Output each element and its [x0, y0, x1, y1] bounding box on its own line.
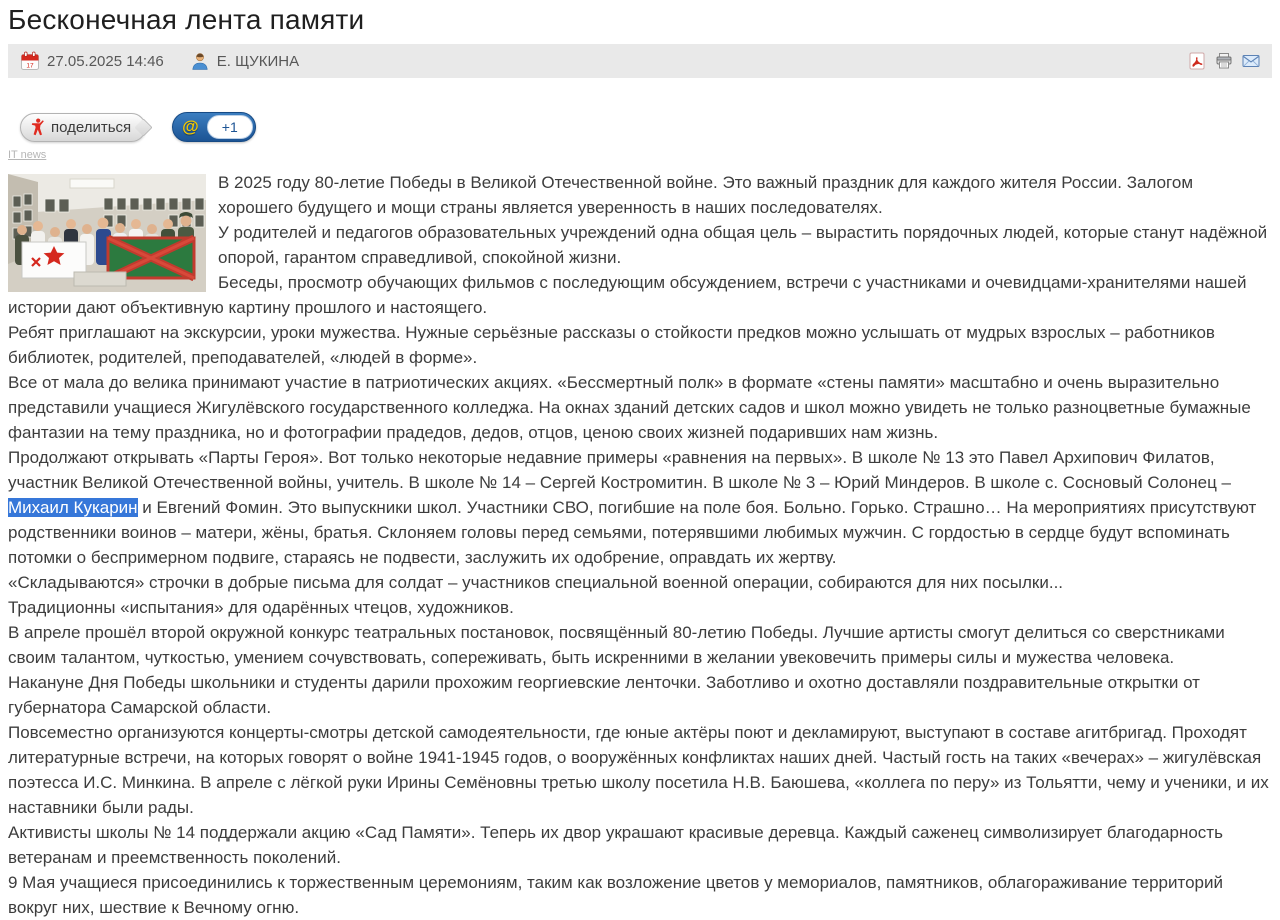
article-paragraph: «Складываются» строчки в добрые письма для солдат – участников специальной военной операции, собираются для них посылки... [8, 573, 1064, 592]
share-button[interactable] [20, 113, 146, 142]
article-paragraph: Традиционны «испытания» для одарённых чтецов, художников. [8, 598, 514, 617]
share-button-label: поделиться [51, 118, 132, 136]
calendar-icon [20, 51, 40, 71]
article-photo [8, 174, 206, 292]
pdf-icon[interactable] [1188, 52, 1206, 70]
article-paragraph: Ребят приглашают на экскурсии, уроки мужества. Нужные серьёзные рассказы о стойкости предков можно услышать от мудрых взрослых – работников библиотек, родителей, преподавателей, «людей в форме». [8, 323, 1215, 367]
meta-bar [8, 44, 1272, 78]
article-body [8, 170, 1272, 920]
heroes-text-after: и Евгений Фомин. Это выпускники школ. Участники СВО, погибшие на поле боя. Больно. Горько. Страшно… На мероприятиях присутствуют родственники воинов – матери, жёны, братья. Склоняем головы перед семьями, потерявшими любимых мужчин. С гордостью в сердце будут вспоминать потомки о беспримерном подвиге, стараясь не подвести, заслужить их одобрение, оправдать их жертву. [8, 498, 1257, 567]
person-icon [190, 51, 210, 71]
source-link[interactable]: IT news [8, 149, 47, 161]
article-paragraph-heroes [8, 445, 1272, 570]
mailru-share-button[interactable] [172, 112, 256, 142]
article-paragraph: Накануне Дня Победы школьники и студенты дарили прохожим георгиевские ленточки. Заботливо и охотно доставляли поздравительные открытки от губернатора Самарской области. [8, 673, 1200, 717]
email-icon[interactable] [1242, 52, 1260, 70]
svg-text:17: 17 [26, 62, 34, 70]
print-icon[interactable] [1215, 52, 1233, 70]
article-paragraph: Активисты школы № 14 поддержали акцию «Сад Памяти». Теперь их двор украшают красивые деревца. Каждый саженец символизирует благодарность ветеранам и преемственность поколений. [8, 823, 1223, 867]
heroes-text-before: Продолжают открывать «Парты Героя». Вот только некоторые недавние примеры «равнения на первых». В школе № 13 это Павел Архипович Филатов, участник Великой Отечественной войны, учитель. В школе № 14 – Сергей Костромитин. В школе № 3 – Юрий Миндеров. В школе с. Сосновый Солонец – [8, 448, 1232, 492]
article-paragraph: Беседы, просмотр обучающих фильмов с последующим обсуждением, встречи с участниками и очевидцами-хранителями нашей истории дают объективную картину прошлого и настоящего. [8, 273, 1247, 317]
share-row [20, 112, 1272, 142]
at-icon: @ [182, 117, 199, 136]
page-title: Бесконечная лента памяти [8, 4, 365, 35]
article-paragraph: В 2025 году 80-летие Победы в Великой Отечественной войне. Это важный праздник для каждого жителя России. Залогом хорошего будущего и мощи страны является уверенность в наших последователях. [218, 173, 1194, 217]
article-paragraph: 9 Мая учащиеся присоединились к торжественным церемониям, таким как возложение цветов у мемориалов, памятников, облагораживание территорий вокруг них, шествие к Вечному огню. [8, 873, 1223, 917]
highlighted-name: Михаил Кукарин [8, 498, 138, 517]
article-author: Е. ЩУКИНА [216, 52, 300, 70]
article-paragraph: В апреле прошёл второй окружной конкурс театральных постановок, посвящённый 80-летию Победы. Лучшие артисты смогут делиться со сверстниками своим талантом, чуткостью, умением сочувствовать, сопереживать, быть искренними в желании увековечить примеры силы и мужества человека. [8, 623, 1225, 667]
share-person-icon [31, 118, 44, 136]
article-paragraph: Повсеместно организуются концерты-смотры детской самодеятельности, где юные актёры поют и декламируют, выступают в составе агитбригад. Проходят литературные встречи, на которых говорят о войне 1941-1945 годов, о вооружённых конфликтах наших дней. Частый гость на таких «вечерах» – жигулёвская поэтесса И.С. Минкина. В апреле с лёгкой руки Ирины Семёновны третью школу посетила Н.В. Баюшева, «коллега по перу» из Тольятти, чему и ученики, и их наставники были рады. [8, 723, 1269, 817]
article-paragraph: Все от мала до велика принимают участие в патриотических акциях. «Бессмертный полк» в формате «стены памяти» масштабно и очень выразительно представили учащиеся Жигулёвского государственного колледжа. На окнах зданий детских садов и школ можно увидеть не только разноцветные бумажные фантазии на тему праздника, но и фотографии прадедов, дедов, отцов, ценою своих жизней подаривших нам жизнь. [8, 373, 1251, 442]
article-paragraph: У родителей и педагогов образовательных учреждений одна общая цель – вырастить порядочных людей, которые станут надёжной опорой, гарантом справедливой, спокойной жизни. [218, 223, 1268, 267]
mailru-share-count: +1 [207, 115, 253, 139]
article-date: 27.05.2025 14:46 [47, 52, 164, 70]
